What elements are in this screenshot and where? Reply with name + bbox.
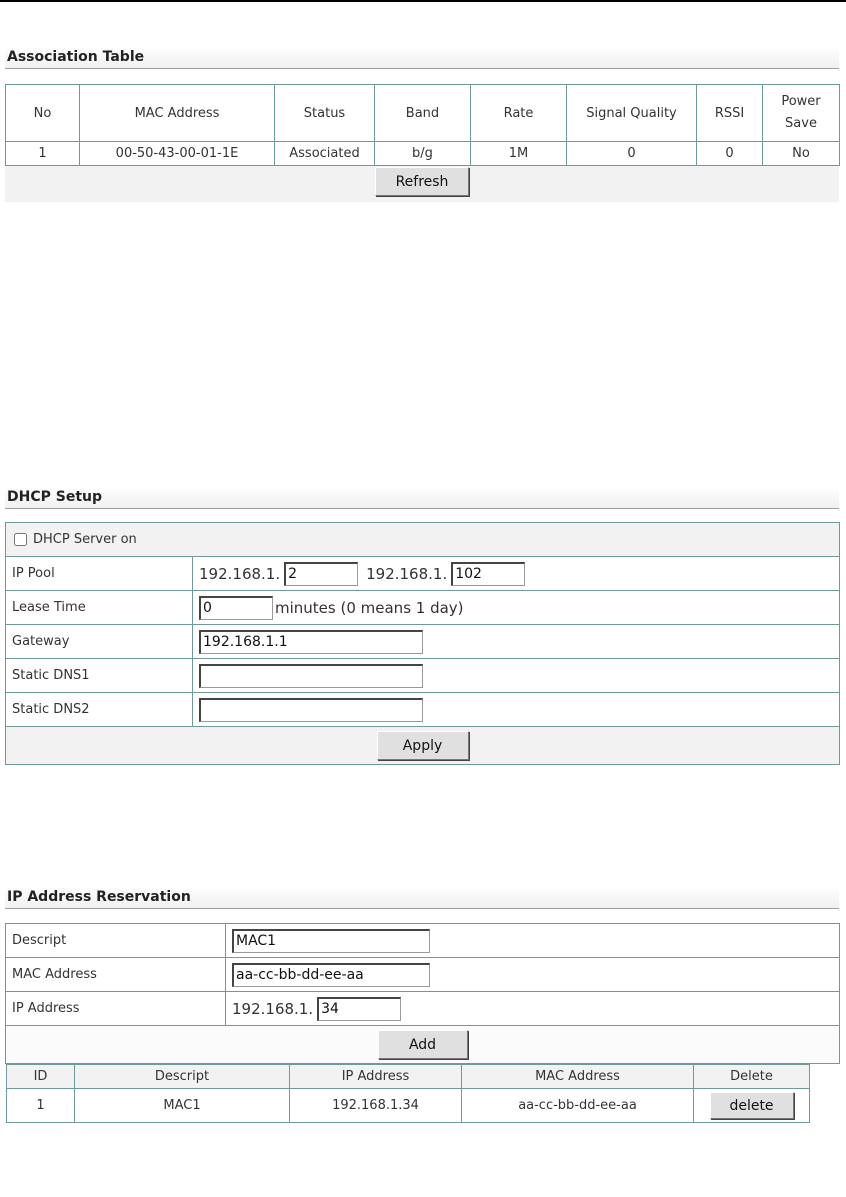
top-divider [0,0,846,2]
dns1-input[interactable] [199,664,423,688]
ip-address-prefix: 192.168.1. [232,999,314,1018]
gateway-row [6,625,840,659]
col-no: No [6,85,80,142]
col-descript: Descript [75,1065,290,1089]
association-header-row [6,85,840,142]
add-button[interactable]: Add [378,1030,468,1059]
descript-label: Descript [6,924,226,958]
mac-address-input[interactable] [232,963,430,987]
table-row [7,1089,810,1123]
dhcp-server-row [6,523,840,557]
cell-ip-address: 192.168.1.34 [290,1089,462,1123]
association-footer [5,166,839,202]
col-power-save-line1: Power [781,94,821,109]
cell-id: 1 [7,1089,75,1123]
col-mac-address: MAC Address [462,1065,694,1089]
lease-time-input[interactable] [199,596,273,620]
dhcp-table [5,522,840,765]
mac-address-row [6,958,840,992]
cell-band: b/g [375,142,471,166]
col-power-save [763,85,840,142]
col-status: Status [275,85,375,142]
dhcp-server-label: DHCP Server on [33,532,137,547]
reservation-add-row [6,1026,840,1064]
cell-mac-address: aa-cc-bb-dd-ee-aa [462,1089,694,1123]
col-band: Band [375,85,471,142]
cell-power-save: No [763,142,840,166]
col-rssi: RSSI [697,85,763,142]
reservation-header-row [7,1065,810,1089]
cell-signal-quality: 0 [567,142,697,166]
descript-row [6,924,840,958]
dns2-row [6,693,840,727]
association-title: Association Table [5,46,839,69]
col-rate: Rate [471,85,567,142]
dhcp-section [5,486,839,765]
association-table [5,84,840,166]
cell-no: 1 [6,142,80,166]
dns1-label: Static DNS1 [6,659,193,693]
cell-descript: MAC1 [75,1089,290,1123]
ip-address-input[interactable] [317,997,401,1021]
col-power-save-line2: Save [785,116,817,131]
ip-pool-start-input[interactable] [284,562,358,586]
cell-rssi: 0 [697,142,763,166]
lease-time-suffix: minutes (0 means 1 day) [275,598,464,617]
dhcp-server-toggle[interactable] [6,532,839,547]
col-mac-address: MAC Address [80,85,275,142]
col-id: ID [7,1065,75,1089]
mac-address-label: MAC Address [6,958,226,992]
cell-mac-address: 00-50-43-00-01-1E [80,142,275,166]
dhcp-footer-row [6,727,840,765]
cell-rate: 1M [471,142,567,166]
dns2-input[interactable] [199,698,423,722]
apply-button[interactable]: Apply [377,731,469,760]
gateway-label: Gateway [6,625,193,659]
dhcp-server-checkbox[interactable] [14,533,27,546]
dhcp-title: DHCP Setup [5,486,839,509]
refresh-button[interactable]: Refresh [375,167,469,196]
ip-address-row [6,992,840,1026]
cell-status: Associated [275,142,375,166]
dns2-label: Static DNS2 [6,693,193,727]
reservation-form-table [5,923,840,1064]
dns1-row [6,659,840,693]
reservation-list-table [6,1064,810,1123]
lease-time-label: Lease Time [6,591,193,625]
lease-time-row [6,591,840,625]
reservation-title: IP Address Reservation [5,886,839,909]
delete-button[interactable]: delete [710,1092,794,1119]
ip-address-label: IP Address [6,992,226,1026]
ip-pool-start-prefix: 192.168.1. [199,564,281,583]
association-section [5,46,839,202]
col-signal-quality: Signal Quality [567,85,697,142]
table-row [6,142,840,166]
ip-pool-end-input[interactable] [451,562,525,586]
ip-pool-end-prefix: 192.168.1. [366,564,448,583]
descript-input[interactable] [232,929,430,953]
ip-pool-row [6,557,840,591]
col-delete: Delete [694,1065,810,1089]
ip-pool-label: IP Pool [6,557,193,591]
reservation-section [5,886,839,1123]
col-ip-address: IP Address [290,1065,462,1089]
gateway-input[interactable] [199,630,423,654]
